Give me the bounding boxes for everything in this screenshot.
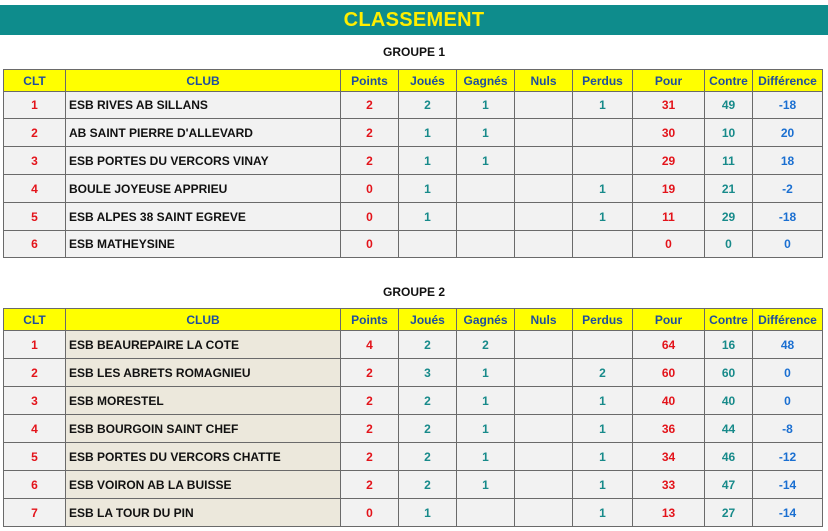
- cell-club: ESB PORTES DU VERCORS CHATTE: [66, 443, 341, 471]
- col-header-difference: Différence: [753, 70, 823, 92]
- cell-perdus: [573, 147, 633, 175]
- cell-gagnes: 1: [457, 415, 515, 443]
- cell-clt: 5: [4, 203, 66, 231]
- cell-pour: 31: [633, 92, 705, 119]
- col-header-nuls: Nuls: [515, 309, 573, 331]
- cell-pour: 13: [633, 499, 705, 527]
- cell-gagnes: [457, 175, 515, 203]
- cell-perdus: [573, 231, 633, 258]
- cell-pour: 34: [633, 443, 705, 471]
- col-header-joues: Joués: [399, 70, 457, 92]
- cell-perdus: 1: [573, 471, 633, 499]
- cell-difference: -14: [753, 471, 823, 499]
- cell-pour: 19: [633, 175, 705, 203]
- cell-pour: 60: [633, 359, 705, 387]
- table-row: [4, 499, 823, 527]
- cell-points: 2: [341, 443, 399, 471]
- cell-perdus: 1: [573, 175, 633, 203]
- cell-clt: 6: [4, 231, 66, 258]
- cell-pour: 0: [633, 231, 705, 258]
- cell-difference: -18: [753, 203, 823, 231]
- page-title: CLASSEMENT: [0, 5, 828, 35]
- cell-gagnes: [457, 203, 515, 231]
- cell-gagnes: 1: [457, 471, 515, 499]
- cell-club: ESB MORESTEL: [66, 387, 341, 415]
- cell-contre: 16: [705, 331, 753, 359]
- col-header-clt: CLT: [4, 309, 66, 331]
- cell-club: ESB VOIRON AB LA BUISSE: [66, 471, 341, 499]
- cell-contre: 21: [705, 175, 753, 203]
- cell-club: ESB LA TOUR DU PIN: [66, 499, 341, 527]
- cell-pour: 33: [633, 471, 705, 499]
- cell-gagnes: 1: [457, 387, 515, 415]
- cell-points: 2: [341, 359, 399, 387]
- cell-perdus: 1: [573, 499, 633, 527]
- col-header-perdus: Perdus: [573, 70, 633, 92]
- cell-difference: 0: [753, 231, 823, 258]
- cell-difference: -12: [753, 443, 823, 471]
- cell-points: 0: [341, 175, 399, 203]
- cell-clt: 4: [4, 175, 66, 203]
- cell-club: ESB MATHEYSINE: [66, 231, 341, 258]
- cell-difference: -2: [753, 175, 823, 203]
- group-2-table: [3, 308, 823, 527]
- cell-joues: 1: [399, 499, 457, 527]
- cell-pour: 40: [633, 387, 705, 415]
- cell-nuls: [515, 231, 573, 258]
- cell-contre: 40: [705, 387, 753, 415]
- cell-pour: 11: [633, 203, 705, 231]
- cell-clt: 3: [4, 387, 66, 415]
- table-row: [4, 119, 823, 147]
- cell-perdus: 1: [573, 443, 633, 471]
- cell-joues: 2: [399, 443, 457, 471]
- cell-nuls: [515, 471, 573, 499]
- cell-contre: 49: [705, 92, 753, 119]
- col-header-nuls: Nuls: [515, 70, 573, 92]
- group-2-title: GROUPE 2: [382, 285, 445, 299]
- table-row: [4, 415, 823, 443]
- cell-difference: -14: [753, 499, 823, 527]
- cell-perdus: 1: [573, 415, 633, 443]
- cell-points: 0: [341, 231, 399, 258]
- cell-club: ESB ALPES 38 SAINT EGREVE: [66, 203, 341, 231]
- cell-points: 0: [341, 203, 399, 231]
- cell-pour: 29: [633, 147, 705, 175]
- cell-joues: 1: [399, 203, 457, 231]
- table-header-row: [4, 70, 823, 92]
- cell-difference: 0: [753, 359, 823, 387]
- cell-difference: 18: [753, 147, 823, 175]
- group-1-title: GROUPE 1: [382, 45, 445, 59]
- cell-nuls: [515, 119, 573, 147]
- table-row: [4, 175, 823, 203]
- cell-contre: 47: [705, 471, 753, 499]
- cell-difference: 20: [753, 119, 823, 147]
- cell-nuls: [515, 92, 573, 119]
- group-1-table: [3, 69, 823, 258]
- cell-gagnes: 1: [457, 443, 515, 471]
- cell-pour: 30: [633, 119, 705, 147]
- table-row: [4, 471, 823, 499]
- cell-perdus: 1: [573, 203, 633, 231]
- cell-club: ESB RIVES AB SILLANS: [66, 92, 341, 119]
- cell-perdus: [573, 119, 633, 147]
- col-header-pour: Pour: [633, 70, 705, 92]
- table-row: [4, 203, 823, 231]
- cell-club: BOULE JOYEUSE APPRIEU: [66, 175, 341, 203]
- cell-points: 2: [341, 471, 399, 499]
- table-row: [4, 231, 823, 258]
- table-row: [4, 359, 823, 387]
- cell-contre: 11: [705, 147, 753, 175]
- cell-club: AB SAINT PIERRE D'ALLEVARD: [66, 119, 341, 147]
- table-row: [4, 387, 823, 415]
- col-header-gagnes: Gagnés: [457, 70, 515, 92]
- cell-clt: 5: [4, 443, 66, 471]
- table-row: [4, 92, 823, 119]
- cell-nuls: [515, 359, 573, 387]
- cell-club: ESB BEAUREPAIRE LA COTE: [66, 331, 341, 359]
- col-header-pour: Pour: [633, 309, 705, 331]
- table-row: [4, 147, 823, 175]
- cell-joues: 1: [399, 119, 457, 147]
- cell-nuls: [515, 443, 573, 471]
- cell-nuls: [515, 203, 573, 231]
- cell-difference: 48: [753, 331, 823, 359]
- cell-joues: 2: [399, 92, 457, 119]
- cell-contre: 44: [705, 415, 753, 443]
- cell-clt: 6: [4, 471, 66, 499]
- cell-nuls: [515, 499, 573, 527]
- cell-points: 0: [341, 499, 399, 527]
- cell-perdus: 2: [573, 359, 633, 387]
- cell-points: 2: [341, 415, 399, 443]
- cell-contre: 27: [705, 499, 753, 527]
- cell-nuls: [515, 175, 573, 203]
- cell-points: 2: [341, 119, 399, 147]
- cell-club: ESB LES ABRETS ROMAGNIEU: [66, 359, 341, 387]
- col-header-club: CLUB: [66, 309, 341, 331]
- cell-nuls: [515, 415, 573, 443]
- cell-difference: 0: [753, 387, 823, 415]
- cell-contre: 0: [705, 231, 753, 258]
- table-row: [4, 331, 823, 359]
- cell-contre: 10: [705, 119, 753, 147]
- cell-joues: 1: [399, 147, 457, 175]
- cell-club: ESB BOURGOIN SAINT CHEF: [66, 415, 341, 443]
- table-header-row: [4, 309, 823, 331]
- cell-points: 2: [341, 147, 399, 175]
- cell-contre: 46: [705, 443, 753, 471]
- cell-joues: 2: [399, 415, 457, 443]
- cell-gagnes: [457, 231, 515, 258]
- cell-perdus: 1: [573, 387, 633, 415]
- col-header-gagnes: Gagnés: [457, 309, 515, 331]
- cell-clt: 2: [4, 119, 66, 147]
- col-header-club: CLUB: [66, 70, 341, 92]
- cell-points: 4: [341, 331, 399, 359]
- cell-gagnes: 1: [457, 92, 515, 119]
- cell-joues: [399, 231, 457, 258]
- col-header-joues: Joués: [399, 309, 457, 331]
- col-header-perdus: Perdus: [573, 309, 633, 331]
- cell-points: 2: [341, 92, 399, 119]
- cell-gagnes: [457, 499, 515, 527]
- col-header-contre: Contre: [705, 70, 753, 92]
- cell-clt: 1: [4, 92, 66, 119]
- cell-joues: 2: [399, 471, 457, 499]
- cell-nuls: [515, 147, 573, 175]
- col-header-points: Points: [341, 70, 399, 92]
- cell-gagnes: 1: [457, 119, 515, 147]
- col-header-points: Points: [341, 309, 399, 331]
- cell-joues: 1: [399, 175, 457, 203]
- cell-club: ESB PORTES DU VERCORS VINAY: [66, 147, 341, 175]
- cell-joues: 2: [399, 331, 457, 359]
- cell-gagnes: 1: [457, 147, 515, 175]
- cell-gagnes: 1: [457, 359, 515, 387]
- cell-pour: 64: [633, 331, 705, 359]
- cell-nuls: [515, 387, 573, 415]
- cell-clt: 7: [4, 499, 66, 527]
- cell-gagnes: 2: [457, 331, 515, 359]
- cell-contre: 60: [705, 359, 753, 387]
- col-header-contre: Contre: [705, 309, 753, 331]
- cell-nuls: [515, 331, 573, 359]
- col-header-clt: CLT: [4, 70, 66, 92]
- cell-pour: 36: [633, 415, 705, 443]
- table-row: [4, 443, 823, 471]
- cell-contre: 29: [705, 203, 753, 231]
- cell-difference: -8: [753, 415, 823, 443]
- col-header-difference: Différence: [753, 309, 823, 331]
- cell-perdus: 1: [573, 92, 633, 119]
- cell-clt: 2: [4, 359, 66, 387]
- cell-clt: 3: [4, 147, 66, 175]
- cell-joues: 2: [399, 387, 457, 415]
- cell-perdus: [573, 331, 633, 359]
- cell-joues: 3: [399, 359, 457, 387]
- cell-clt: 1: [4, 331, 66, 359]
- cell-difference: -18: [753, 92, 823, 119]
- cell-clt: 4: [4, 415, 66, 443]
- cell-points: 2: [341, 387, 399, 415]
